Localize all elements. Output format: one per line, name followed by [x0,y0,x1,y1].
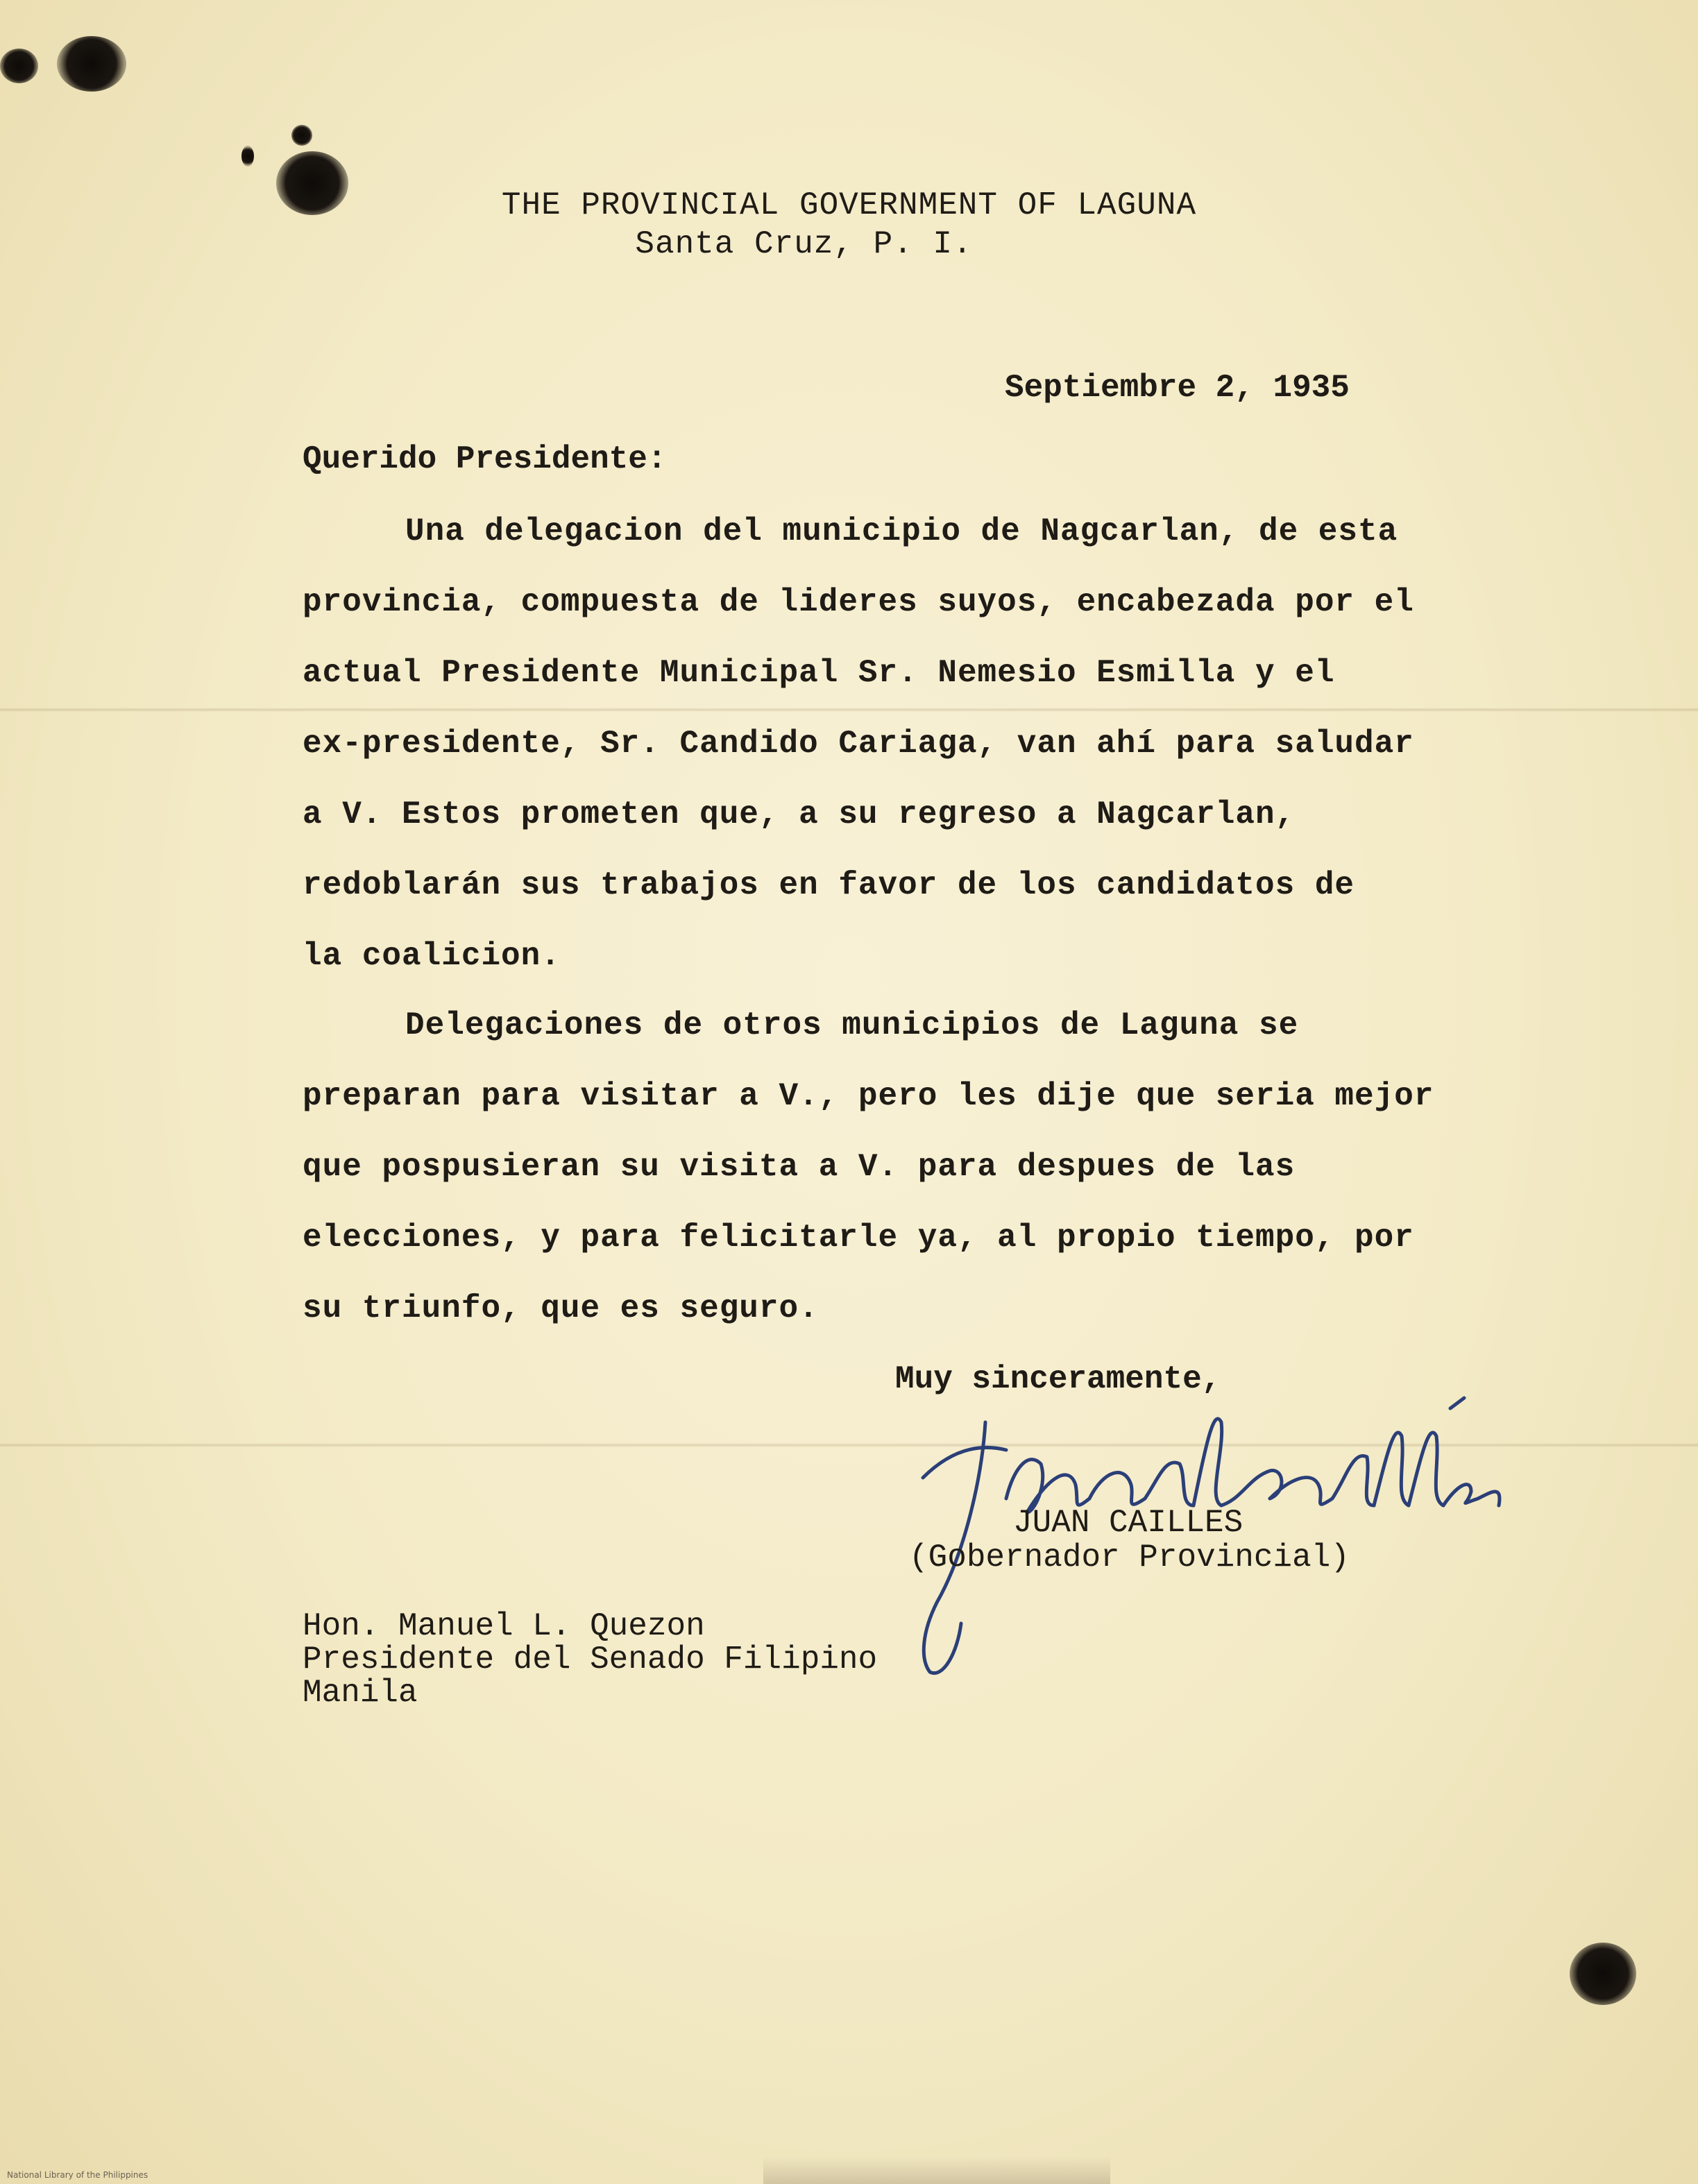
addressee-name: Hon. Manuel L. Quezon [303,1608,705,1644]
paragraph-line: su triunfo, que es seguro. [303,1290,819,1326]
archive-footer: National Library of the Philippines [7,2170,148,2180]
ink-stain [241,146,254,167]
signer-title: (Gobernador Provincial) [909,1539,1350,1576]
letterhead [0,186,1698,264]
salutation: Querido Presidente: [303,441,667,477]
closing: Muy sinceramente, [895,1361,1221,1397]
paragraph-line: elecciones, y para felicitarle ya, al propio tiempo, por [303,1220,1414,1256]
addressee-city: Manila [303,1675,418,1711]
paragraph-line: provincia, compuesta de lideres suyos, encabezada por el [303,584,1414,620]
paragraph-line: redoblarán sus trabajos en favor de los candidatos de [303,867,1355,903]
signer-name: JUAN CAILLES [1013,1505,1243,1541]
paragraph-line: preparan para visitar a V., pero les dije que seria mejor [303,1078,1434,1114]
ink-stain [291,125,312,146]
paragraph-line: a V. Estos prometen que, a su regreso a Nagcarlan, [303,796,1296,833]
paragraph-line: actual Presidente Municipal Sr. Nemesio Esmilla y el [303,655,1335,691]
ink-stain [57,36,126,92]
paragraph-line: que pospusieran su visita a V. para despues de las [303,1149,1296,1185]
addressee-position: Presidente del Senado Filipino [303,1641,878,1678]
ink-stain [1570,1943,1636,2005]
paragraph-line: ex-presidente, Sr. Candido Cariaga, van ahí para saludar [303,726,1414,762]
paper-tear [763,2156,1110,2184]
addressee-block [303,1610,877,1709]
paragraph-line: Delegaciones de otros municipios de Laguna se [405,1007,1299,1043]
ink-stain [0,49,38,83]
letterhead-org: THE PROVINCIAL GOVERNMENT OF LAGUNA [501,187,1197,223]
letterhead-place: Santa Cruz, P. I. [635,226,973,262]
signer-block [909,1505,1350,1575]
paragraph-line: la coalicion. [303,938,561,974]
paragraph-line: Una delegacion del municipio de Nagcarlan, de esta [405,513,1398,549]
body-paragraph [303,990,1538,1344]
letter-date: Septiembre 2, 1935 [1005,370,1350,406]
body-paragraph [303,496,1538,991]
